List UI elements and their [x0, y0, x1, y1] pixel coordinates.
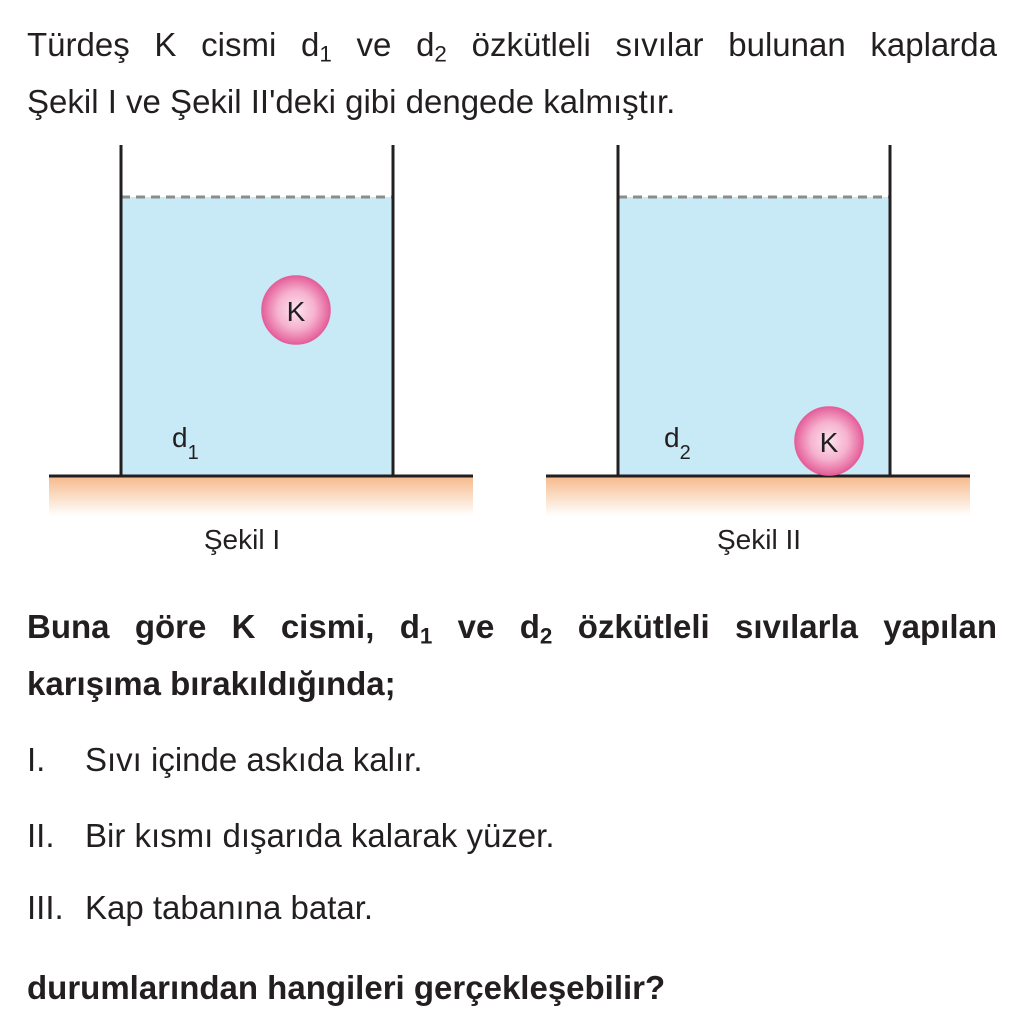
intro-text-part: Türdeş K cismi d [27, 26, 320, 63]
option-item [27, 888, 373, 928]
question-line-1 [27, 598, 997, 655]
intro-text-part: ve d [331, 26, 435, 63]
d1-subscript: 1 [419, 623, 433, 649]
figure-diagram [0, 130, 1023, 570]
liquid-label-1-main: d [172, 422, 188, 453]
intro-line-2: Şekil I ve Şekil II'deki gibi dengede kalmıştır. [27, 83, 676, 120]
ball-k-label-2: K [819, 427, 839, 458]
question-text-part: Buna göre K cismi, d [27, 608, 420, 645]
intro-paragraph [27, 16, 997, 130]
option-item [27, 816, 555, 856]
caption-2: Şekil II [716, 524, 802, 555]
question-line-2: karışıma bırakıldığında; [27, 665, 396, 702]
option-number: I. [27, 741, 46, 778]
d2-subscript: 2 [434, 41, 447, 67]
option-text: Bir kısmı dışarıda kalarak yüzer. [85, 817, 555, 854]
option-text: Kap tabanına batar. [85, 889, 374, 926]
liquid-label-2-sub: 2 [679, 442, 691, 464]
d2-subscript: 2 [539, 623, 553, 649]
liquid-label-2-main: d [664, 422, 680, 453]
intro-text-part: özkütleli sıvılar bulunan kaplarda [446, 26, 997, 63]
d1-subscript: 1 [319, 41, 332, 67]
caption-1: Şekil I [203, 524, 281, 555]
question-text-part: özkütleli sıvılarla yapılan [552, 608, 998, 645]
liquid-1 [121, 197, 393, 476]
option-text: Sıvı içinde askıda kalır. [85, 741, 423, 778]
option-number: III. [27, 889, 64, 926]
ground-2 [546, 476, 970, 516]
intro-line-1 [27, 16, 997, 73]
question-paragraph [27, 598, 997, 712]
question-text-part: ve d [432, 608, 540, 645]
option-number: II. [27, 817, 55, 854]
figure-2 [546, 145, 970, 555]
liquid-label-1-sub: 1 [187, 442, 199, 464]
final-question: durumlarından hangileri gerçekleşebilir? [27, 969, 666, 1006]
figure-1 [49, 145, 473, 555]
ground-1 [49, 476, 473, 516]
ball-k-label-1: K [286, 296, 306, 327]
option-item [27, 740, 423, 780]
